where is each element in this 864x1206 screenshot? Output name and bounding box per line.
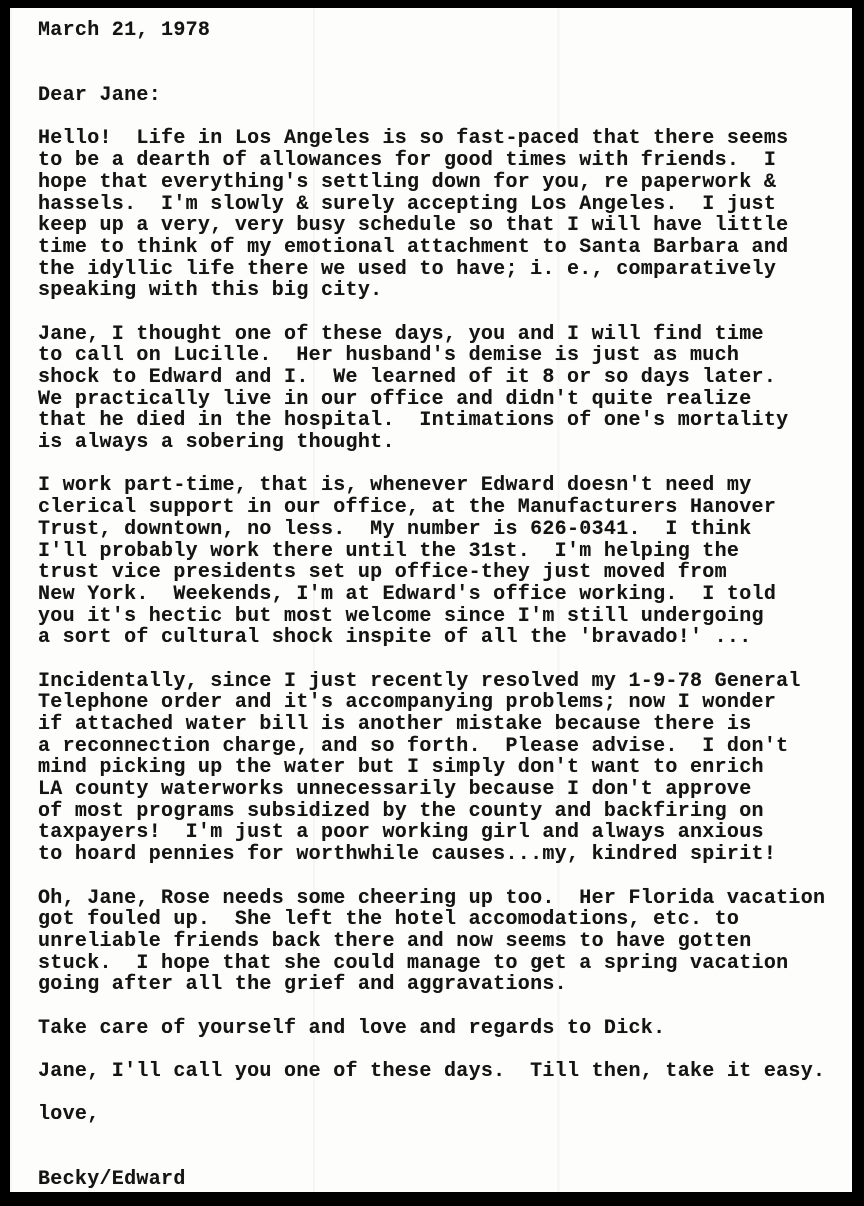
letter-paragraph — [38, 671, 852, 866]
text-line: to be a dearth of allowances for good times with friends. I — [38, 149, 777, 173]
text-line: New York. Weekends, I'm at Edward's office working. I told — [38, 582, 777, 606]
letter-paragraph — [38, 888, 852, 996]
text-line: to hoard pennies for worthwhile causes...my, kindred spirit! — [38, 843, 777, 867]
text-line: got fouled up. She left the hotel accomodations, etc. to — [38, 908, 740, 932]
text-line: is always a sobering thought. — [38, 431, 395, 455]
letter-body — [38, 20, 852, 1191]
text-line: LA county waterworks unnecessarily because I don't approve — [38, 778, 752, 802]
text-line: Becky/Edward — [38, 1168, 186, 1192]
letter-salutation — [38, 85, 852, 107]
letter-page — [10, 8, 852, 1192]
text-line: Trust, downtown, no less. My number is 626-0341. I think — [38, 517, 752, 541]
text-line: hassels. I'm slowly & surely accepting Los Angeles. I just — [38, 192, 777, 216]
text-line: a reconnection charge, and so forth. Please advise. I don't — [38, 734, 789, 758]
text-line: time to think of my emotional attachment to Santa Barbara and — [38, 235, 789, 259]
letter-paragraph — [38, 128, 852, 302]
text-line: of most programs subsidized by the county and backfiring on — [38, 799, 764, 823]
text-line: I work part-time, that is, whenever Edward doesn't need my — [38, 474, 752, 498]
text-line: speaking with this big city. — [38, 279, 383, 303]
letter-paragraph — [38, 324, 852, 454]
text-line: keep up a very, very busy schedule so that I will have little — [38, 214, 789, 238]
letter-date — [38, 20, 852, 42]
text-line: mind picking up the water but I simply don't want to enrich — [38, 756, 764, 780]
text-line: the idyllic life there we used to have; i. e., comparatively — [38, 257, 777, 281]
text-line: Jane, I thought one of these days, you and I will find time — [38, 322, 764, 346]
text-line: a sort of cultural shock inspite of all the 'bravado!' ... — [38, 626, 752, 650]
text-line: Jane, I'll call you one of these days. Till then, take it easy. — [38, 1060, 826, 1084]
text-line: trust vice presidents set up office-they just moved from — [38, 561, 727, 585]
text-line: Dear Jane: — [38, 84, 162, 108]
text-line: going after all the grief and aggravations. — [38, 973, 567, 997]
text-line: Incidentally, since I just recently resolved my 1-9-78 General — [38, 669, 801, 693]
text-line: We practically live in our office and didn't quite realize — [38, 387, 752, 411]
text-line: I'll probably work there until the 31st. I'm helping the — [38, 539, 740, 563]
letter-closing — [38, 1104, 852, 1126]
text-line: Oh, Jane, Rose needs some cheering up too. Her Florida vacation — [38, 886, 826, 910]
text-line: Telephone order and it's accompanying problems; now I wonder — [38, 691, 777, 715]
letter-paragraph — [38, 475, 852, 649]
letter-paragraph — [38, 1018, 852, 1040]
text-line: shock to Edward and I. We learned of it 8 or so days later. — [38, 366, 777, 390]
text-line: unreliable friends back there and now seems to have gotten — [38, 929, 752, 953]
text-line: you it's hectic but most welcome since I'm still undergoing — [38, 604, 764, 628]
text-line: clerical support in our office, at the Manufacturers Hanover — [38, 496, 777, 520]
text-line: taxpayers! I'm just a poor working girl and always anxious — [38, 821, 764, 845]
text-line: that he died in the hospital. Intimations of one's mortality — [38, 409, 789, 433]
text-line: Take care of yourself and love and regards to Dick. — [38, 1016, 666, 1040]
text-line: hope that everything's settling down for you, re paperwork & — [38, 170, 777, 194]
letter-paragraph — [38, 1061, 852, 1083]
text-line: to call on Lucille. Her husband's demise is just as much — [38, 344, 740, 368]
text-line: if attached water bill is another mistake because there is — [38, 713, 752, 737]
text-line: love, — [38, 1103, 100, 1127]
letter-signature — [38, 1169, 852, 1191]
text-line: Hello! Life in Los Angeles is so fast-paced that there seems — [38, 127, 789, 151]
text-line: March 21, 1978 — [38, 19, 211, 42]
text-line: stuck. I hope that she could manage to get a spring vacation — [38, 951, 789, 975]
